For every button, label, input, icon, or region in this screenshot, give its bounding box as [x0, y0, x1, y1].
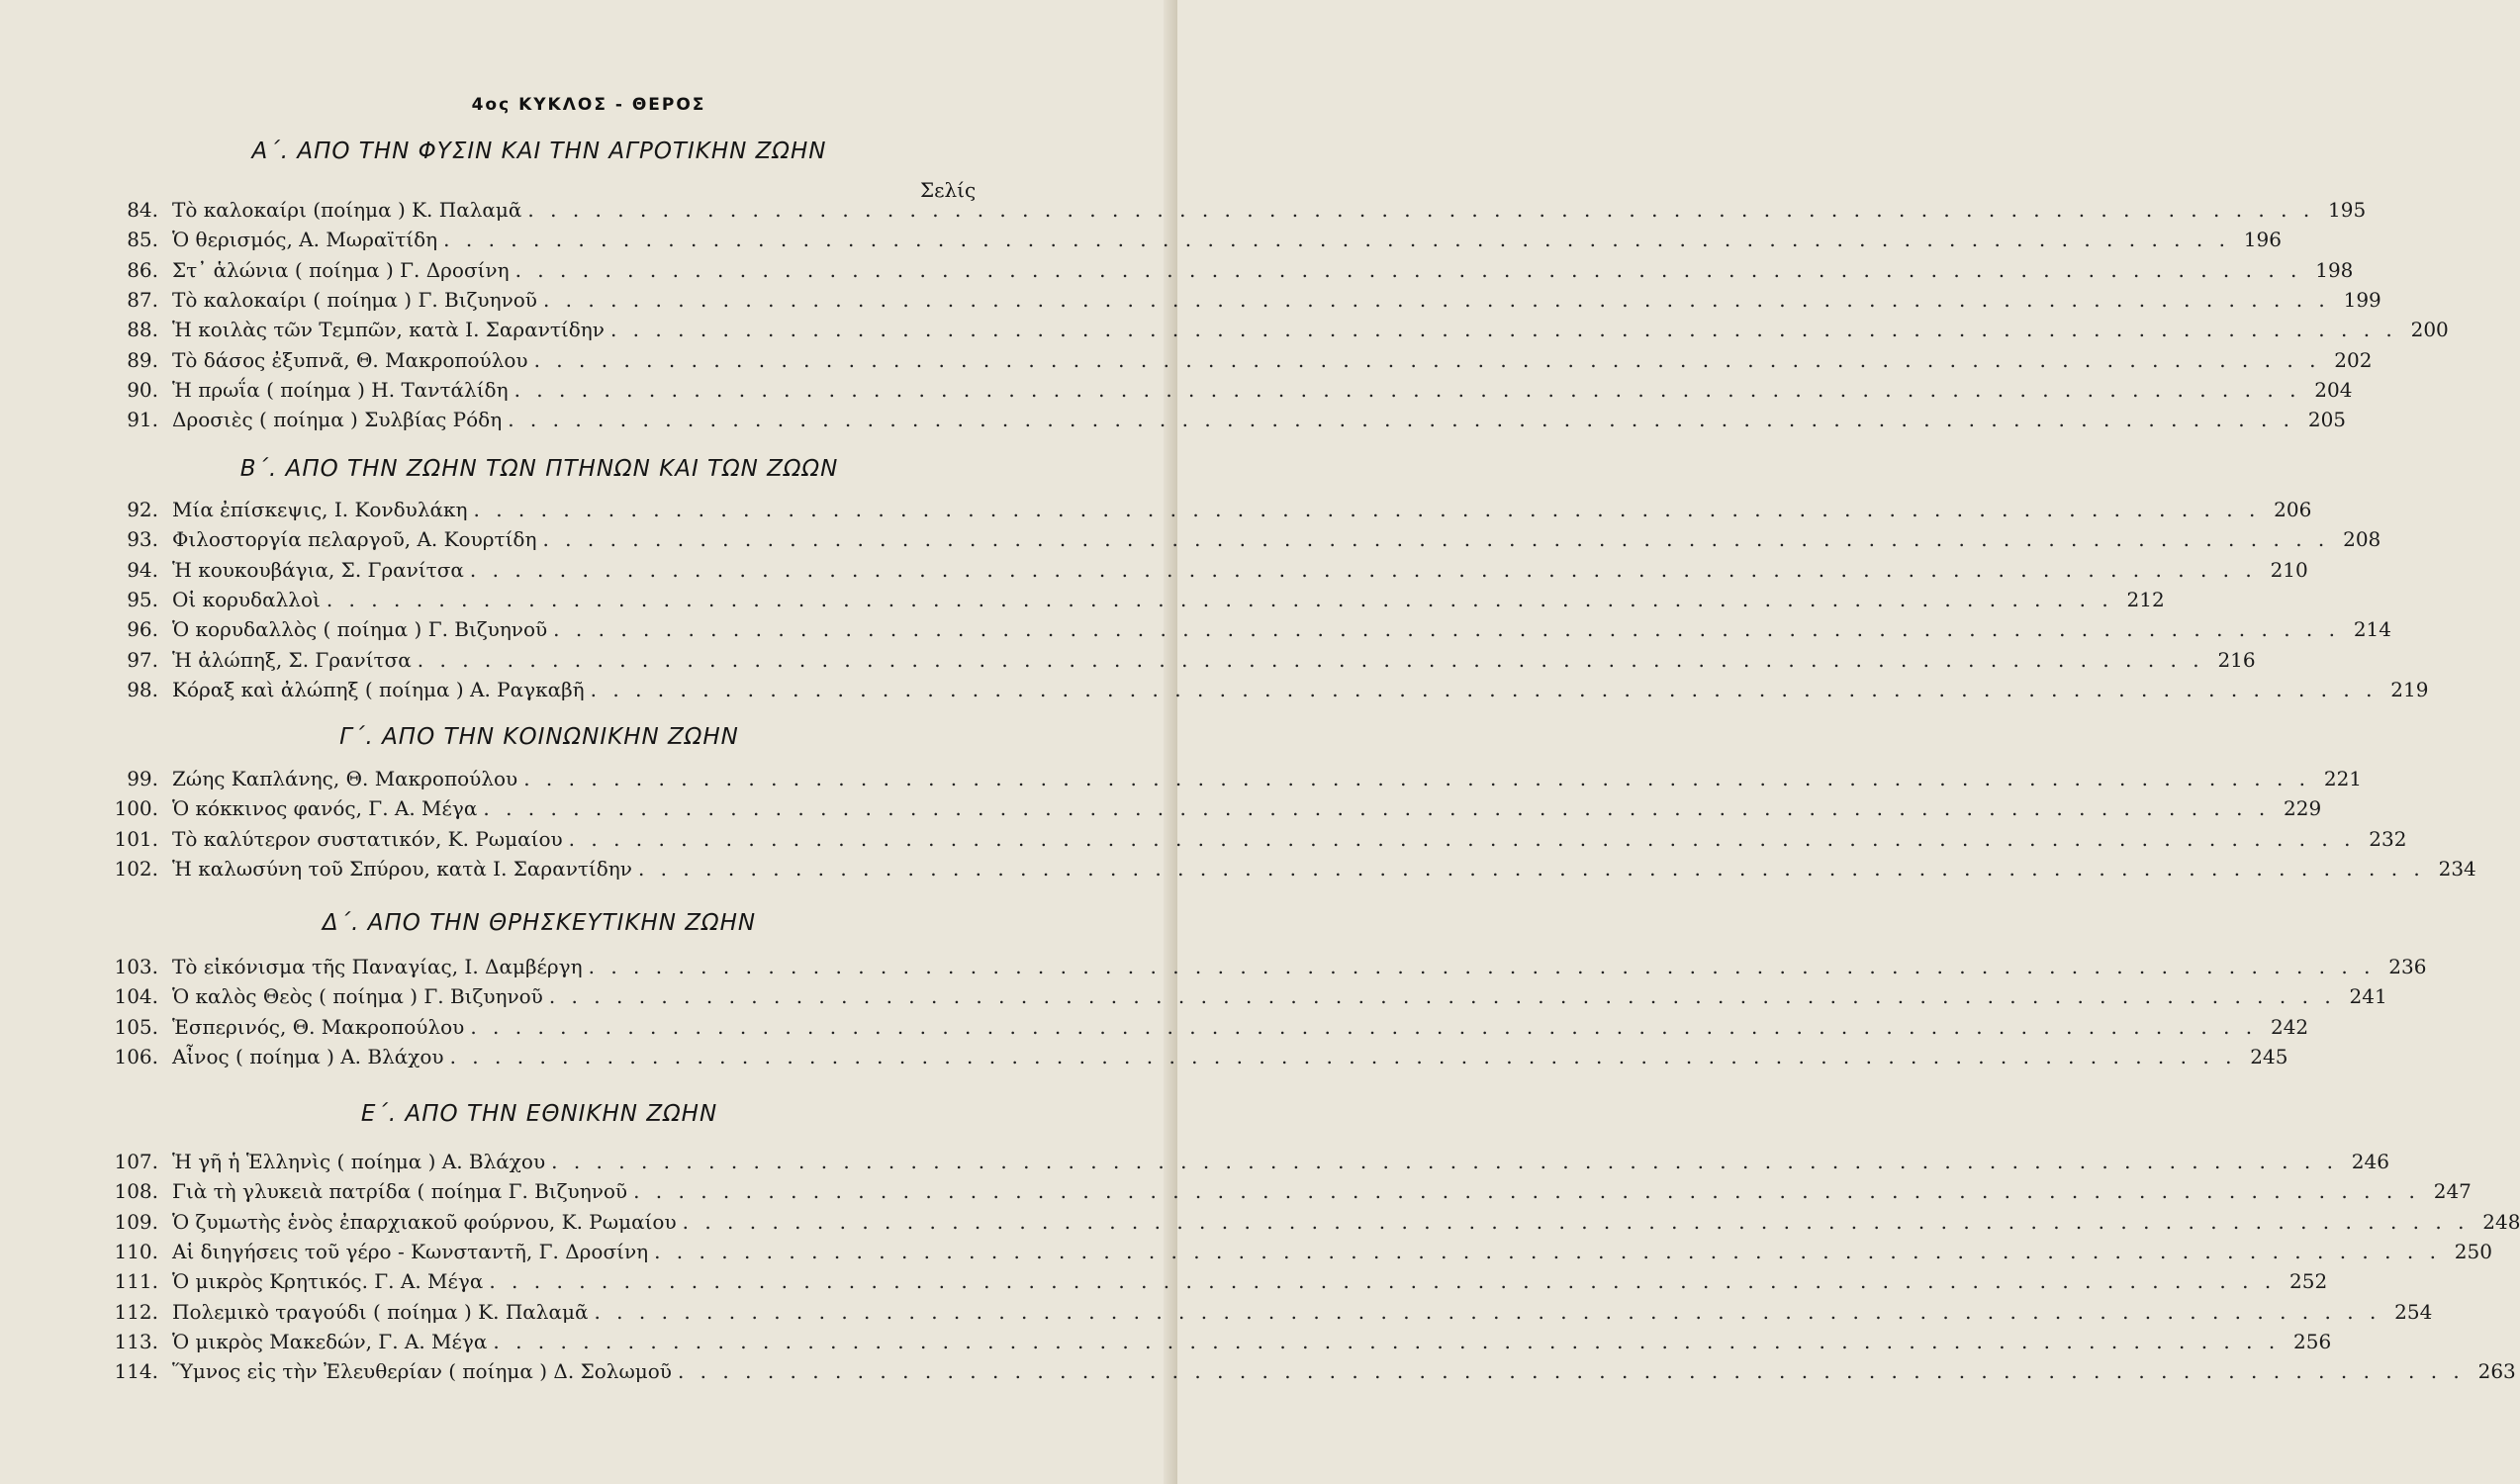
toc-entry — [99, 408, 2347, 435]
dot-leader: . . . . . . . . . . . . . . . . . . . . . . . . . . . . . . . . . . . . . . . . . . . . . . . . . . . . . . . . . . . . . . . . . . . . . . . . . . . . . . . . — [682, 1209, 2470, 1234]
entry-title: Ἡ κουκουβάγια, Σ. Γρανίτσα — [172, 557, 464, 582]
entry-number: 110. — [114, 1239, 158, 1263]
entry-title: Ὁ μικρὸς Κρητικός. Γ. Α. Μέγα — [172, 1269, 484, 1294]
toc-entry — [99, 1269, 2328, 1297]
entry-title: Γιὰ τὴ γλυκειὰ πατρίδα ( ποίημα Γ. Βιζυηνοῦ — [172, 1179, 628, 1204]
toc-entry — [99, 677, 2429, 705]
toc-entry — [99, 1329, 2332, 1357]
entry-title: Τὸ καλοκαίρι (ποίημα ) Κ. Παλαμᾶ — [172, 198, 522, 222]
entry-title: Ὁ ζυμωτὴς ἑνὸς ἐπαρχιακοῦ φούρνου, Κ. Ρωμαίου — [172, 1209, 677, 1234]
entry-title: Τὸ εἰκόνισμα τῆς Παναγίας, Ι. Δαμβέργη — [172, 955, 583, 978]
entry-title: Ἡ πρωΐα ( ποίημα ) Η. Ταντάλίδη — [172, 377, 509, 402]
entry-page-number: 210 — [2270, 557, 2308, 582]
entry-title: Ὁ θερισμός, Α. Μωραϊτίδη — [172, 228, 438, 252]
toc-entry — [99, 347, 2373, 376]
dot-leader: . . . . . . . . . . . . . . . . . . . . . . . . . . . . . . . . . . . . . . . . . . . . . . . . . . . . . . . . . . . . . . . . . . . . . . . . . . . . . . . . — [551, 1150, 2338, 1173]
toc-entry — [99, 498, 2312, 525]
dot-leader: . . . . . . . . . . . . . . . . . . . . . . . . . . . . . . . . . . . . . . . . . . . . . . . . . . . . . . . . . . . . . . . . . . . . . . . . . . . . . . . . — [523, 767, 2311, 790]
entry-number: 88. — [127, 318, 158, 342]
entry-page-number: 252 — [2289, 1269, 2328, 1294]
dot-leader: . . . . . . . . . . . . . . . . . . . . . . . . . . . . . . . . . . . . . . . . . . . . . . . . . . . . . . . . . . . . . . . . . . . . . . . . . . . . . . . . — [514, 257, 2302, 282]
entry-number: 100. — [114, 796, 158, 821]
entry-page-number: 236 — [2388, 955, 2427, 978]
entry-number: 103. — [114, 955, 158, 978]
toc-entry — [99, 318, 2449, 345]
entry-title: Ὕμνος εἰς τὴν Ἐλευθερίαν ( ποίημα ) Δ. Σολωμοῦ — [172, 1359, 672, 1384]
dot-leader: . . . . . . . . . . . . . . . . . . . . . . . . . . . . . . . . . . . . . . . . . . . . . . . . . . . . . . . . . . . . . . . . . . . . . . . . . . . . . . . . — [609, 318, 2397, 342]
entry-number: 112. — [114, 1299, 158, 1324]
entry-title: Μία ἐπίσκεψις, Ι. Κονδυλάκη — [172, 498, 468, 521]
dot-leader: . . . . . . . . . . . . . . . . . . . . . . . . . . . . . . . . . . . . . . . . . . . . . . . . . . . . . . . . . . . . . . . . . . . . . . . . . . . . . . . . — [594, 1299, 2381, 1324]
entry-page-number: 214 — [2353, 617, 2392, 642]
toc-entry — [99, 228, 2282, 255]
entry-page-number: 242 — [2270, 1014, 2309, 1039]
entry-title: Κόραξ καὶ ἀλώπηξ ( ποίημα ) Α. Ραγκαβῆ — [172, 677, 585, 701]
entry-page-number: 198 — [2315, 257, 2354, 282]
entry-title: Ὁ μικρὸς Μακεδών, Γ. Α. Μέγα — [172, 1329, 488, 1353]
entry-page-number: 248 — [2482, 1209, 2520, 1234]
entry-page-number: 206 — [2274, 498, 2312, 521]
entry-number: 113. — [114, 1329, 158, 1353]
entry-title: Ἡ ἀλώπηξ, Σ. Γρανίτσα — [172, 647, 412, 672]
toc-entry — [99, 796, 2322, 824]
dot-leader: . . . . . . . . . . . . . . . . . . . . . . . . . . . . . . . . . . . . . . . . . . . . . . . . . . . . . . . . . . . . . . . . . . . . . . . . . . . . . . . . — [633, 1179, 2420, 1204]
entry-title: Τὸ καλύτερον συστατικόν, Κ. Ρωμαίου — [172, 826, 563, 851]
entry-number: 114. — [114, 1359, 158, 1384]
entry-number: 101. — [114, 826, 158, 851]
entry-page-number: 250 — [2454, 1239, 2492, 1263]
entry-title: Τὸ καλοκαίρι ( ποίημα ) Γ. Βιζυηνοῦ — [172, 287, 537, 312]
dot-leader: . . . . . . . . . . . . . . . . . . . . . . . . . . . . . . . . . . . . . . . . . . . . . . . . . . . . . . . . . . . . . . . . . . . . . . . . . . . . . . . . — [654, 1239, 2441, 1263]
dot-leader: . . . . . . . . . . . . . . . . . . . . . . . . . . . . . . . . . . . . . . . . . . . . . . . . . . . . . . . . . . . . . . . . . . . . . . . . . . . . . . . . — [542, 527, 2330, 552]
toc-entry — [99, 587, 2165, 615]
entry-number: 111. — [114, 1269, 158, 1294]
entry-page-number: 204 — [2314, 377, 2353, 402]
entry-number: 104. — [114, 984, 158, 1009]
entry-page-number: 199 — [2343, 287, 2381, 312]
entry-title: Ὁ κορυδαλλὸς ( ποίημα ) Γ. Βιζυηνοῦ — [172, 617, 548, 642]
dot-leader: . . . . . . . . . . . . . . . . . . . . . . . . . . . . . . . . . . . . . . . . . . . . . . . . . . . . . . . . . . . . . . . . . . . . . . . . . . . . . . . . — [483, 796, 2271, 821]
entry-title: Ἑσπερινός, Θ. Μακροπούλου — [172, 1014, 465, 1039]
entry-number: 106. — [114, 1044, 158, 1068]
toc-entry — [99, 377, 2353, 406]
toc-entry — [99, 527, 2381, 555]
toc-entry — [99, 1150, 2389, 1177]
entry-title: Ὁ καλὸς Θεὸς ( ποίημα ) Γ. Βιζυηνοῦ — [172, 984, 543, 1009]
entry-number: 85. — [127, 228, 158, 252]
entry-page-number: 254 — [2394, 1299, 2433, 1324]
page-column-label: Σελίς — [920, 178, 977, 202]
page-header: 4ος ΚΥΚΛΟΣ - ΘΕΡΟΣ — [471, 95, 706, 115]
entry-number: 107. — [114, 1150, 158, 1173]
dot-leader: . . . . . . . . . . . . . . . . . . . . . . . . . . . . . . . . . . . . . . . . . . . . . . . . . . . . . . . . . . . . . . . . . . . . . . . . . . . . . . . . — [473, 498, 2261, 521]
entry-page-number: 263 — [2477, 1359, 2516, 1384]
entry-page-number: 195 — [2328, 198, 2367, 222]
entry-title: Ζώης Καπλάνης, Θ. Μακροπούλου — [172, 767, 518, 790]
dot-leader: . . . . . . . . . . . . . . . . . . . . . . . . . . . . . . . . . . . . . . . . . . . . . . . . . . . . . . . . . . . . . . . . . . . . . . . . . . . . . . . . — [637, 856, 2425, 881]
entry-number: 98. — [127, 677, 158, 701]
entry-number: 105. — [114, 1014, 158, 1039]
dot-leader: . . . . . . . . . . . . . . . . . . . . . . . . . . . . . . . . . . . . . . . . . . . . . . . . . . . . . . . . . . . . . . . . . . . . . . . . . . . . . . . . — [588, 955, 2376, 978]
toc-entry — [99, 1044, 2288, 1072]
dot-leader: . . . . . . . . . . . . . . . . . . . . . . . . . . . . . . . . . . . . . . . . . . . . . . . . . . . . . . . . . . . . . . . . . . . . . . . . . . . . . . . . — [508, 408, 2295, 432]
entry-title: Στ᾽ ἁλώνια ( ποίημα ) Γ. Δροσίνη — [172, 257, 510, 282]
entry-number: 86. — [127, 257, 158, 282]
entry-page-number: 216 — [2217, 647, 2256, 672]
toc-entry — [99, 826, 2407, 855]
section-title: Ε΄. ΑΠΟ ΤΗΝ ΕΘΝΙΚΗΝ ΖΩΗΝ — [360, 1101, 718, 1127]
entry-number: 108. — [114, 1179, 158, 1204]
entry-page-number: 212 — [2126, 587, 2165, 611]
entry-page-number: 202 — [2334, 347, 2373, 372]
entry-title: Τὸ δάσος ἐξυπνᾶ, Θ. Μακροπούλου — [172, 347, 528, 372]
entry-number: 91. — [127, 408, 158, 432]
entry-page-number: 205 — [2307, 408, 2347, 432]
section-title: Α΄. ΑΠΟ ΤΗΝ ΦΥΣΙΝ ΚΑΙ ΤΗΝ ΑΓΡΟΤΙΚΗΝ ΖΩΗΝ — [251, 139, 827, 164]
dot-leader: . . . . . . . . . . . . . . . . . . . . . . . . . . . . . . . . . . . . . . . . . . . . . . . . . . . . . . . . . . . . . . . . . . . . . . . . . . . . . . . . — [590, 677, 2378, 701]
entry-number: 84. — [127, 198, 158, 222]
entry-page-number: 234 — [2438, 856, 2476, 881]
entry-number: 93. — [127, 527, 158, 552]
toc-entry — [99, 856, 2476, 884]
entry-title: Ἡ κοιλὰς τῶν Τεμπῶν, κατὰ Ι. Σαραντίδην — [172, 318, 605, 342]
toc-entry — [99, 198, 2367, 226]
toc-entry — [99, 1209, 2520, 1238]
entry-number: 109. — [114, 1209, 158, 1234]
toc-entry — [99, 1179, 2472, 1207]
dot-leader: . . . . . . . . . . . . . . . . . . . . . . . . . . . . . . . . . . . . . . . . . . . . . . . . . . . . . . . . . . . . . . . . . . . . . . . . . . . . . . . . — [443, 228, 2230, 252]
entry-number: 87. — [127, 287, 158, 312]
entry-page-number: 256 — [2293, 1329, 2332, 1353]
dot-leader: . . . . . . . . . . . . . . . . . . . . . . . . . . . . . . . . . . . . . . . . . . . . . . . . . . . . . . . . . . . . . . . . . . . . . . . . . . . . . . . . — [489, 1269, 2277, 1294]
entry-page-number: 246 — [2351, 1150, 2389, 1173]
section-title: Γ΄. ΑΠΟ ΤΗΝ ΚΟΙΝΩΝΙΚΗΝ ΖΩΗΝ — [339, 724, 739, 750]
entry-page-number: 229 — [2284, 796, 2322, 821]
entry-page-number: 247 — [2433, 1179, 2472, 1204]
dot-leader: . . . . . . . . . . . . . . . . . . . . . . . . . . . . . . . . . . . . . . . . . . . . . . . . . . . . . . . . . . . . . . . . . . . . . . . . . . . . . . . . — [533, 347, 2321, 372]
entry-number: 89. — [127, 347, 158, 372]
entry-number: 92. — [127, 498, 158, 521]
entry-title: Ὁ κόκκινος φανός, Γ. Α. Μέγα — [172, 796, 478, 821]
toc-entry — [99, 257, 2354, 286]
toc-entry — [99, 557, 2308, 586]
toc-entry — [99, 1239, 2492, 1267]
entry-title: Ἡ γῆ ἡ Ἑλληνὶς ( ποίημα ) Α. Βλάχου — [172, 1150, 546, 1173]
toc-entry — [99, 767, 2363, 794]
toc-entry — [99, 1299, 2433, 1328]
dot-leader: . . . . . . . . . . . . . . . . . . . . . . . . . . . . . . . . . . . . . . . . . . . . . . . . . . . . . . . . . . . . . . . . . . . . . . . . . . . . . . . . — [553, 617, 2341, 642]
entry-number: 95. — [127, 587, 158, 611]
entry-page-number: 232 — [2369, 826, 2407, 851]
toc-entry — [99, 647, 2256, 676]
section-title: Β΄. ΑΠΟ ΤΗΝ ΖΩΗΝ ΤΩΝ ΠΤΗΝΩΝ ΚΑΙ ΤΩΝ ΖΩΩΝ — [239, 456, 839, 482]
entry-title: Αἶνος ( ποίημα ) Α. Βλάχου — [172, 1044, 444, 1068]
dot-leader: . . . . . . . . . . . . . . . . . . . . . . . . . . . . . . . . . . . . . . . . . . . . . . . . . . . . . . . . . . . . . . . . . . . . . . . . . . . . . . . . — [548, 984, 2336, 1009]
entry-page-number: 221 — [2323, 767, 2363, 790]
dot-leader: . . . . . . . . . . . . . . . . . . . . . . . . . . . . . . . . . . . . . . . . . . . . . . . . . . . . . . . . . . . . . . . . . . . . . . . . . . . . . . . . — [449, 1044, 2237, 1068]
entry-number: 102. — [114, 856, 158, 881]
entry-number: 94. — [127, 557, 158, 582]
entry-title: Αἱ διηγήσεις τοῦ γέρο - Κωνσταντῆ, Γ. Δροσίνη — [172, 1239, 649, 1263]
dot-leader: . . . . . . . . . . . . . . . . . . . . . . . . . . . . . . . . . . . . . . . . . . . . . . . . . . . . . . . . . . . . . . . . . . . . . . . . . . . . . . . . — [568, 826, 2356, 851]
dot-leader: . . . . . . . . . . . . . . . . . . . . . . . . . . . . . . . . . . . . . . . . . . . . . . . . . . . . . . . . . . . . . . . . . . . . . . . . . . . . . . . . — [513, 377, 2301, 402]
entry-title: Οἱ κορυδαλλοὶ — [172, 587, 321, 611]
entry-title: Ἡ καλωσύνη τοῦ Σπύρου, κατὰ Ι. Σαραντίδην — [172, 856, 632, 881]
entry-page-number: 241 — [2349, 984, 2387, 1009]
dot-leader: . . . . . . . . . . . . . . . . . . . . . . . . . . . . . . . . . . . . . . . . . . . . . . . . . . . . . . . . . . . . . . . . . . . . . . . . . . . . . . . . — [326, 587, 2113, 611]
dot-leader: . . . . . . . . . . . . . . . . . . . . . . . . . . . . . . . . . . . . . . . . . . . . . . . . . . . . . . . . . . . . . . . . . . . . . . . . . . . . . . . . — [493, 1329, 2281, 1353]
toc-entry — [99, 617, 2392, 645]
entry-number: 96. — [127, 617, 158, 642]
entry-page-number: 196 — [2243, 228, 2282, 252]
entry-title: Δροσιὲς ( ποίημα ) Συλβίας Ρόδη — [172, 408, 503, 432]
dot-leader: . . . . . . . . . . . . . . . . . . . . . . . . . . . . . . . . . . . . . . . . . . . . . . . . . . . . . . . . . . . . . . . . . . . . . . . . . . . . . . . . — [417, 647, 2204, 672]
section-title: Δ΄. ΑΠΟ ΤΗΝ ΘΡΗΣΚΕΥΤΙΚΗΝ ΖΩΗΝ — [322, 910, 757, 936]
entry-page-number: 208 — [2343, 527, 2381, 552]
toc-entry — [99, 984, 2387, 1012]
entry-number: 99. — [127, 767, 158, 790]
entry-page-number: 245 — [2250, 1044, 2288, 1068]
dot-leader: . . . . . . . . . . . . . . . . . . . . . . . . . . . . . . . . . . . . . . . . . . . . . . . . . . . . . . . . . . . . . . . . . . . . . . . . . . . . . . . . — [469, 557, 2257, 582]
dot-leader: . . . . . . . . . . . . . . . . . . . . . . . . . . . . . . . . . . . . . . . . . . . . . . . . . . . . . . . . . . . . . . . . . . . . . . . . . . . . . . . . — [542, 287, 2330, 312]
entry-number: 90. — [127, 377, 158, 402]
dot-leader: . . . . . . . . . . . . . . . . . . . . . . . . . . . . . . . . . . . . . . . . . . . . . . . . . . . . . . . . . . . . . . . . . . . . . . . . . . . . . . . . — [470, 1014, 2258, 1039]
toc-entry — [99, 1359, 2516, 1387]
entry-number: 97. — [127, 647, 158, 672]
dot-leader: . . . . . . . . . . . . . . . . . . . . . . . . . . . . . . . . . . . . . . . . . . . . . . . . . . . . . . . . . . . . . . . . . . . . . . . . . . . . . . . . — [677, 1359, 2465, 1384]
dot-leader: . . . . . . . . . . . . . . . . . . . . . . . . . . . . . . . . . . . . . . . . . . . . . . . . . . . . . . . . . . . . . . . . . . . . . . . . . . . . . . . . — [527, 198, 2315, 222]
entry-page-number: 200 — [2410, 318, 2449, 342]
entry-title: Πολεμικὸ τραγούδι ( ποίημα ) Κ. Παλαμᾶ — [172, 1299, 589, 1324]
entry-page-number: 219 — [2390, 677, 2429, 701]
toc-entry — [99, 955, 2427, 982]
toc-entry — [99, 287, 2381, 316]
toc-entry — [99, 1014, 2309, 1043]
entry-title: Φιλοστοργία πελαργοῦ, Α. Κουρτίδη — [172, 527, 537, 552]
